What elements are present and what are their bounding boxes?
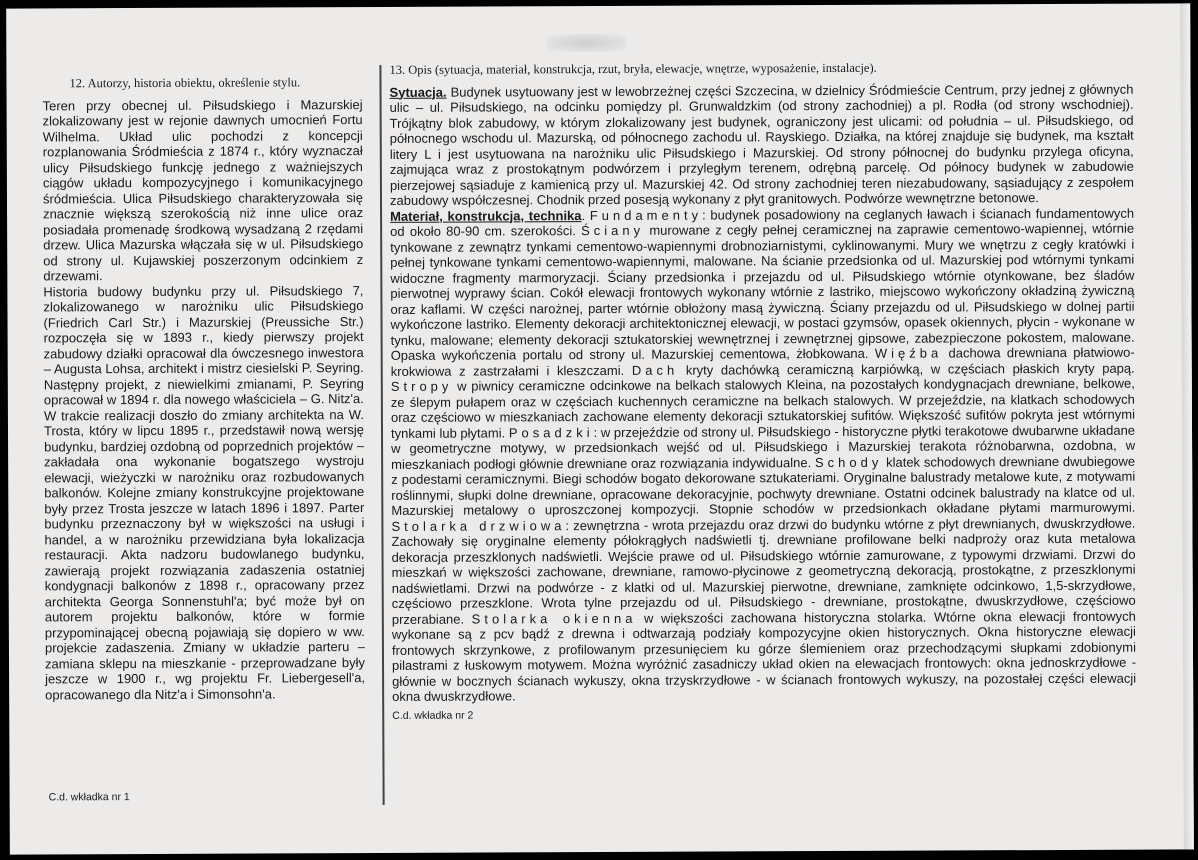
scan-smudge xyxy=(546,34,626,52)
continuation-note-2: C.d. wkładka nr 2 xyxy=(392,709,474,722)
wiezba-label: Więźba xyxy=(874,345,943,361)
stolarka-drzwiowa-text: : zewnętrzna - wrota przejazdu oraz drzwi do budynku wtórne z płyt drewnianych, dwuskrzydłowe. Zachowały się oryginalne elementy półokrągłych nadświetli tj. drewniane profilowane belki nadproży oraz kuta metalowa dekoracja przeszklonych nadświetli. Wejście prawe od ul. Piłsudskiego wtórnie zamurowane, z typowymi drzwiami. Drzwi do mieszkań w większości zachowane, drewniane, ramowo-płycinowe z geometryczną dekoracją, prostokątne, z przeszklonymi nadświetlami. Drzwi na podwórze - z klatki od ul. Mazurskiej pierwotne, drewniane, zamknięte odcinkowo, 1,5-skrzydłowe, częściowo przeszklone. Wrota tylne przejazdu od ul. Piłsudskiego - drewniane, prostokątne, dwuskrzydłowe, częściowo przerabiane. xyxy=(391,515,1136,627)
dach-label: Dach xyxy=(631,362,679,378)
sciany-label: Ściany xyxy=(581,222,645,239)
scanned-form-page xyxy=(6,3,1194,854)
schody-label: Schody xyxy=(814,454,883,470)
history-paragraph-2: Historia budowy budynku przy ul. Piłsudskiego 7, zlokalizowanego w narożniku ulic Piłsudskiego (Friedrich Carl Str.) i Mazurskiej (Preussiche Str.) rozpoczęła się w 1893 r., kiedy pierwszy projekt zabudowy działki opracował dla ówczesnego inwestora – Augusta Lohsa, architekt i mistrz ciesielski P. Seyring. Następny projekt, z niewielkimi zmianami, P. Seyring opracował w 1894 r. dla nowego właściciela – G. Nitz'a. W trakcie realizacji doszło do zmiany architekta na W. Trosta, który w lipcu 1895 r., przedstawił nową wersję budynku, bardziej ozdobną od poprzednich projektów – zakładała ona wykonanie bogatszego wystroju elewacji, wieżyczki w narożniku oraz rozbudowanych balkonów. Kolejne zmiany konstrukcyjne projektowane były przez Trosta jeszcze w latach 1896 i 1897. Parter budynku przeznaczony był w większości na usługi i handel, a w narożniku przewidziana była lokalizacja restauracji. Akta nadzoru budowlanego budynku, zawierają projekt rozwiązania zadaszenia ostatniej kondygnacji balkonów z 1898 r., opracowany przez architekta Georga Sonnenstuhl'a; być może był on autorem projektu balkonów, które w formie przypominającej obecną pojawiają się dopiero w ww. projekcie zadaszenia. Zmiany w układzie parteru – zamiana sklepu na mieszkanie - przeprowadzane były jeszcze w 1900 r., wg projektu Fr. Liebergesell'a, opracowanego dla Nitz'a i Simonsohn'a. xyxy=(43,282,366,702)
schody-text: klatek schodowych drewniane dwubiegowe z podestami ceramicznymi. Biegi schodów bogato dekorowane sztukateriami. Oryginalne balustrady metalowe kute, z motywami roślinnymi, słupki dolne drewniane, opracowane dekoracyjnie, pochwyty drewniane. Ostatni odcinek balustrady na klatce od ul. Mazurskiej metalowy o uproszczonej kompozycji. Stopnie schodów w przedsionkach okładane płytami marmurowymi. xyxy=(391,453,1136,518)
stolarka-drzwiowa-label: Stolarka drzwiowa xyxy=(391,517,566,534)
fundamenty-label: Fundamenty xyxy=(589,207,703,223)
page-edge xyxy=(1180,3,1194,849)
description-heading: 13. Opis (sytuacja, materiał, konstrukcja, rzut, bryła, elewacje, wnętrze, wyposażenie, instalacje). xyxy=(389,60,877,77)
stolarka-okienna-text: w większości zachowana historyczna stolarka. Wtórne okna elewacji frontowych wykonane są z pcv bądź z drewna i odtwarzają podziały kompozycyjne okien historycznych. Okna historyczne elewacji frontowych skrzynkowe, z profilowanym przesunięciem ku górze ślemieniem oraz przechodzącymi słupkami zdobionymi pilastrami z łuskowym motywem. Można wyróżnić zasadniczy układ okien na elewacjach frontowych: okna jednoskrzydłowe - głównie w bocznych ścianach wykuszy, okna trzyskrzydłowe - w ścianach frontowych wykuszy, na pozostałej części elewacji okna dwuskrzydłowe. xyxy=(391,608,1137,704)
column-divider xyxy=(379,65,384,805)
history-paragraph-1: Teren przy obecnej ul. Piłsudskiego i Mazurskiej zlokalizowany jest w rejonie dawnych umocnień Fortu Wilhelma. Układ ulic pochodzi z koncepcji rozplanowania Śródmieścia z 1874 r., który wyznaczał ulicy Piłsudskiego funkcję jednego z ważniejszych ciągów układu kompozycyjnego i komunikacyjnego śródmieścia. Ulica Piłsudskiego charakteryzowała się znacznie większą szerokością niż inne ulice oraz posiadała promenadę środkową wysadzaną 2 rzędami drzew. Ulica Mazurska włączała się w ul. Piłsudskiego od strony ul. Kujawskiej poszerzonym odcinkiem z drzewami. xyxy=(42,96,364,284)
wiezba-text: dachowa drewniana płatwiowo-krokwiowa z zastrzałami i kleszczami. xyxy=(390,344,1135,379)
material-label: Materiał, konstrukcja, technika xyxy=(390,207,582,224)
material-paragraph: Materiał, konstrukcja, technika. Fundamenty: budynek posadowiony na ceglanych ławach i ścianach fundamentowych od około 80-90 cm. szerokości. Ściany murowane z cegły pełnej ceramicznej na zaprawie cementowo-wapiennej, wtórnie tynkowane z zewnątrz tynkami cementowo-wapiennymi drobnoziarnistymi, cyklinowanymi. Mury we wnętrzu z cegły kratówki i pełnej tynkowane tynkami cementowo-wapiennymi, malowane. Na ścianie przedsionka od ul. Mazurskiej pod wtórnymi tynkami widoczne fragmenty marmoryzacji. Ściany przedsionka i przejazdu od ul. Piłsudskiego wtórnie otynkowane, bez śladów pierwotnej wyprawy ścian. Cokół elewacji frontowych wykonany wtórnie z lastriko, miejscowo wykończony okładziną żywiczną oraz kaflami. W części narożnej, parter wtórnie obłożony masą żywiczną. Ściany przejazdu od ul. Piłsudskiego w dolnej partii wykończone lastriko. Elementy dekoracji architektonicznej elewacji, w postaci gzymsów, opasek okiennych, płycin - wykonane w tynku, malowane; elementy dekoracji sztukatorskiej wewnętrznej i zewnętrznej gipsowe, zabezpieczone pokostem, malowane. Opaska wykończenia portalu od strony ul. Mazurskiej cementowa, żłobkowana. Więźba dachowa drewniana płatwiowo-krokwiowa z zastrzałami i kleszczami. Dach kryty dachówką ceramiczną karpiówką, w częściach płaskich kryty papą. Stropy w piwnicy ceramiczne odcinkowe na belkach stalowych Kleina, na pozostałych kondygnacjach drewniane, belkowe, ze ślepym pułapem oraz w częściach kuchennych ceramiczne na belkach stalowych. W przejeździe, na klatkach schodowych oraz częściowo w mieszkaniach zachowane elementy dekoracji sztukatorskiej sufitów. Większość sufitów pokryta jest wtórnymi tynkami lub płytami. Posadzki: w przejeździe od strony ul. Piłsudskiego - historyczne płytki terakotowe dwubarwne układane w geometryczne motywy, w przedsionkach wejść od ul. Piłsudskiego i Mazurskiej terakota różnobarwna, ozdobna, w mieszkaniach podłogi głównie drewniane oraz rozwiązania indywidualne. Schody klatek schodowych drewniane dwubiegowe z podestami ceramicznymi. Biegi schodów bogato dekorowane sztukateriami. Oryginalne balustrady metalowe kute, z motywami roślinnymi, słupki dolne drewniane, opracowane dekoracyjnie, pochwyty drewniane. Ostatni odcinek balustrady na klatce od ul. Mazurskiej metalowy o uproszczonej kompozycji. Stopnie schodów w przedsionkach okładane płytami marmurowymi. Stolarka drzwiowa: zewnętrzna - wrota przejazdu oraz drzwi do budynku wtórne z płyt drewnianych, dwuskrzydłowe. Zachowały się oryginalne elementy półokrągłych nadświetli tj. drewniane profilowane belki nadproży oraz kuta metalowa dekoracja przeszklonych nadświetli. Wejście prawe od ul. Piłsudskiego wtórnie zamurowane, z typowymi drzwiami. Drzwi do mieszkań w większości zachowane, drewniane, ramowo-płycinowe z geometryczną dekoracją, prostokątne, z przeszklonymi nadświetlami. Drzwi na podwórze - z klatki od ul. Mazurskiej pierwotne, drewniane, zamknięte odcinkowo, 1,5-skrzydłowe, częściowo przeszklone. Wrota tylne przejazdu od ul. Piłsudskiego - drewniane, prostokątne, dwuskrzydłowe, częściowo przerabiane. Stolarka okienna w większości zachowana historyczna stolarka. Wtórne okna elewacji frontowych wykonane są z pcv bądź z drewna i odtwarzają podziały kompozycyjne okien historycznych. Okna historyczne elewacji frontowych skrzynkowe, z profilowanym przesunięciem ku górze ślemieniem oraz przechodzącymi słupkami zdobionymi pilastrami z łuskowym motywem. Można wyróżnić zasadniczy układ okien na elewacjach frontowych: okna jednoskrzydłowe - głównie w bocznych ścianach wykuszy, okna trzyskrzydłowe - w ścianach frontowych wykuszy, na pozostałej części elewacji okna dwuskrzydłowe. xyxy=(390,205,1137,704)
posadzki-text: : w przejeździe od strony ul. Piłsudskiego - historyczne płytki terakotowe dwubarwne układane w geometryczne motywy, w przedsionkach wejść od ul. Piłsudskiego i Mazurskiej terakota różnobarwna, ozdobna, w mieszkaniach podłogi głównie drewniane oraz rozwiązania indywidualne. xyxy=(391,422,1136,472)
dach-text: kryty dachówką ceramiczną karpiówką, w częściach płaskich kryty papą. xyxy=(678,360,1135,378)
sytuacja-label: Sytuacja. xyxy=(389,84,447,100)
continuation-note-1: C.d. wkładka nr 1 xyxy=(48,791,130,804)
history-heading: 12. Autorzy, historia obiektu, określenie stylu. xyxy=(69,75,301,91)
posadzki-label: Posadzki xyxy=(508,424,594,440)
fundamenty-text: : budynek posadowiony na ceglanych ławach i ścianach fundamentowych od około 80-90 cm. szerokości. xyxy=(390,205,1135,239)
stropy-text: w piwnicy ceramiczne odcinkowe na belkach stalowych Kleina, na pozostałych kondygnacjach drewniane, belkowe, ze ślepym pułapem oraz w częściach kuchennych ceramiczne na belkach stalowych. W przejeździe, na klatkach schodowych oraz częściowo w mieszkaniach zachowane elementy dekoracji sztukatorskiej sufitów. Większość sufitów pokryta jest wtórnymi tynkami lub płytami. xyxy=(390,375,1135,441)
history-column xyxy=(42,75,366,804)
stropy-label: Stropy xyxy=(390,378,453,394)
sytuacja-text: Budynek usytuowany jest w lewobrzeżnej części Szczecina, w dzielnicy Śródmieście Centrum, przy jednej z głównych ulic – ul. Piłsudskiego, na odcinku pomiędzy pl. Grunwaldzkim (od strony zachodniej) a pl. Rodła (od strony wschodniej). Trójkątny blok zabudowy, w którym zlokalizowany jest budynek, ograniczony jest ulicami: od południa – ul. Piłsudskiego, od północnego wschodu ul. Mazurską, od północnego zachodu ul. Rayskiego. Działka, na której znajduje się budynek, ma kształt litery L i jest usytuowana na narożniku ulic Piłsudskiego i Mazurskiej. Od strony północnej do budynku przylega oficyna, zajmująca wraz z prostokątnym podwórzem i przyległym terenem, odrębną parcelę. Od północy budynek w zabudowie pierzejowej sąsiaduje z kamienicą przy ul. Mazurskiej 42. Od strony zachodniej teren niezabudowany, sąsiadujący z zespołem zabudowy współczesnej. Chodnik przed posesją wykonany z płyt granitowych. Podwórze wewnętrzne betonowe. xyxy=(389,81,1134,208)
description-column xyxy=(389,60,1136,724)
sytuacja-paragraph xyxy=(389,81,1134,208)
sciany-text: murowane z cegły pełnej ceramicznej na zaprawie cementowo-wapiennej, wtórnie tynkowane z zewnątrz tynkami cementowo-wapiennymi drobnoziarnistymi, cyklinowanymi. Mury we wnętrzu z cegły kratówki i pełnej tynkowane tynkami cementowo-wapiennymi, malowane. Na ścianie przedsionka od ul. Mazurskiej pod wtórnymi tynkami widoczne fragmenty marmoryzacji. Ściany przedsionka i przejazdu od ul. Piłsudskiego wtórnie otynkowane, bez śladów pierwotnej wyprawy ścian. Cokół elewacji frontowych wykonany wtórnie z lastriko, miejscowo wykończony okładziną żywiczną oraz kaflami. W części narożnej, parter wtórnie obłożony masą żywiczną. Ściany przejazdu od ul. Piłsudskiego w dolnej partii wykończone lastriko. Elementy dekoracji architektonicznej elewacji, w postaci gzymsów, opasek okiennych, płycin - wykonane w tynku, malowane; elementy dekoracji sztukatorskiej wewnętrznej i zewnętrznej gipsowe, zabezpieczone pokostem, malowane. Opaska wykończenia portalu od strony ul. Mazurskiej cementowa, żłobkowana. xyxy=(390,220,1135,363)
stolarka-okienna-label: Stolarka okienna xyxy=(471,610,637,627)
